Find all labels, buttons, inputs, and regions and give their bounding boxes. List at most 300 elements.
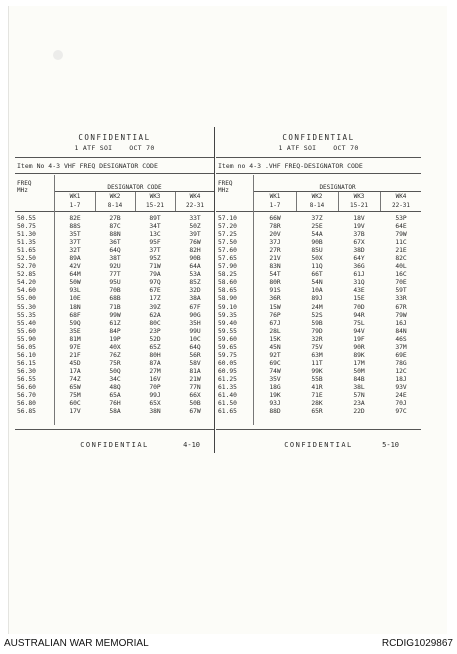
frequency-cell: 54.20 [17,279,36,287]
designator-cell: 37T [69,239,81,247]
designator-cell: 43E [353,287,365,295]
table-row [15,408,214,416]
table-row [15,304,214,312]
frequency-cell: 51.35 [17,239,36,247]
table-row [15,312,214,320]
designator-cell: 67E [149,287,161,295]
designator-cell: 65Z [149,343,161,351]
designator-cell: 83N [269,263,281,271]
frequency-cell: 56.80 [17,400,36,408]
designator-cell: 18G [269,383,281,391]
designator-cell: 78R [269,223,281,231]
designator-cell: 67W [189,408,201,416]
designator-cell: 33R [395,295,407,303]
frequency-cell: 56.10 [17,351,36,359]
right-week-header: WK4 [395,193,407,200]
designator-cell: 79W [395,311,407,319]
designator-cell: 15K [269,335,281,343]
designator-cell: 10E [69,295,81,303]
frequency-cell: 52.50 [17,255,36,263]
left-week-header: WK2 [109,193,121,200]
designator-cell: 92T [269,351,281,359]
designator-cell: 17Z [149,295,161,303]
frequency-cell: 55.90 [17,335,36,343]
designator-cell: 19F [353,335,365,343]
designator-cell: 95Z [149,255,161,263]
designator-cell: 13C [149,231,161,239]
designator-cell: 34C [109,375,121,383]
table-row [216,231,421,239]
left-unit-date [15,144,214,152]
table-row [15,384,214,392]
designator-cell: 66W [269,215,281,222]
frequency-cell: 51.65 [17,247,36,255]
designator-cell: 85Z [189,279,201,287]
left-classification: CONFIDENTIAL [78,133,151,142]
designator-cell: 16J [395,319,407,327]
designator-cell: 39T [189,231,201,239]
designator-cell: 89K [353,351,365,359]
table-row [15,320,214,328]
table-row [216,263,421,271]
designator-cell: 45D [69,359,81,367]
frequency-cell: 58.65 [218,287,237,295]
right-column-separator [380,192,381,212]
right-week-header: WK2 [311,193,323,200]
right-classification: CONFIDENTIAL [282,133,355,142]
designator-cell: 77N [189,383,201,391]
table-row [15,239,214,247]
designator-cell: 37B [353,231,365,239]
designator-cell: 65A [109,392,121,400]
table-row [216,215,421,223]
designator-cell: 85U [311,247,323,255]
designator-cell: 40X [109,343,121,351]
designator-cell: 37T [149,247,161,255]
designator-cell: 23P [149,327,161,335]
frequency-cell: 56.05 [17,343,36,351]
designator-cell: 67F [189,303,201,311]
designator-cell: 70P [149,383,161,391]
left-table-body [15,215,214,416]
designator-cell: 18V [353,215,365,222]
frequency-cell: 61.25 [218,375,237,383]
left-column-separator [95,192,96,212]
designator-cell: 37M [395,343,407,351]
designator-cell: 97C [395,408,407,416]
designator-cell: 81M [69,335,81,343]
left-freq-label: FREQ [17,180,32,187]
table-row [216,400,421,408]
designator-cell: 45N [269,343,281,351]
frequency-cell: 60.05 [218,359,237,367]
designator-cell: 58V [189,359,201,367]
designator-cell: 25E [311,223,323,231]
right-table-body [216,215,421,416]
designator-cell: 23A [353,400,365,408]
table-row [15,392,214,400]
designator-cell: 99W [109,311,121,319]
right-day-range: 8-14 [309,202,325,209]
designator-cell: 16C [395,271,407,279]
designator-cell: 66T [311,271,323,279]
designator-cell: 89J [311,295,323,303]
designator-cell: 32R [311,335,323,343]
designator-cell: 54T [269,271,281,279]
designator-cell: 70J [395,400,407,408]
designator-cell: 75L [353,319,365,327]
designator-cell: 38N [149,408,161,416]
left-unit: 1 ATF SOI [74,144,113,152]
right-column-separator [338,192,339,212]
designator-cell: 61Z [109,319,121,327]
table-row [15,215,214,223]
left-rule-top [15,157,214,158]
frequency-cell: 51.30 [17,231,36,239]
designator-cell: 50Z [189,223,201,231]
designator-cell: 21F [69,351,81,359]
designator-cell: 94R [353,311,365,319]
designator-cell: 89T [149,215,161,222]
table-row [15,247,214,255]
right-freq-header [218,180,232,194]
designator-cell: 58A [109,408,121,416]
frequency-cell: 58.90 [218,295,237,303]
table-row [15,360,214,368]
designator-cell: 48Q [109,383,121,391]
left-week-header: WK4 [189,193,201,200]
designator-cell: 38T [109,255,121,263]
designator-cell: 79A [149,271,161,279]
table-row [15,328,214,336]
designator-cell: 19K [269,392,281,400]
designator-cell: 27B [109,215,121,222]
designator-cell: 90B [189,255,201,263]
designator-cell: 62A [149,311,161,319]
table-row [216,295,421,303]
designator-cell: 75M [69,392,81,400]
designator-cell: 34T [149,223,161,231]
table-row [216,239,421,247]
frequency-cell: 56.85 [17,408,36,416]
frequency-cell: 61.40 [218,392,237,400]
designator-cell: 79D [311,327,323,335]
right-rule-bottom [216,429,421,430]
designator-cell: 64Q [189,343,201,351]
designator-cell: 91S [269,287,281,295]
right-rule-cols [216,211,421,212]
designator-cell: 78G [395,359,407,367]
designator-cell: 70B [109,287,121,295]
table-row [15,287,214,295]
table-row [216,384,421,392]
right-freq-unit: MHz [218,187,229,194]
designator-cell: 55B [311,375,323,383]
left-designator-label: DESIGNATOR CODE [107,184,162,191]
designator-cell: 27M [149,367,161,375]
designator-cell: 70E [395,279,407,287]
left-rule-cols [15,211,214,212]
designator-cell: 75R [109,359,121,367]
designator-cell: 36T [109,239,121,247]
designator-cell: 90B [311,239,323,247]
table-row [15,352,214,360]
designator-cell: 19P [109,335,121,343]
designator-cell: 92U [109,263,121,271]
left-week-header: WK3 [149,193,161,200]
designator-cell: 40L [395,263,407,271]
frequency-cell: 59.10 [218,303,237,311]
designator-cell: 70D [353,303,365,311]
designator-cell: 57N [353,392,365,400]
table-row [15,223,214,231]
right-designator-label: DESIGNATOR [319,184,356,191]
designator-cell: 76W [189,239,201,247]
table-row [216,304,421,312]
designator-cell: 82E [69,215,81,222]
table-row [216,336,421,344]
designator-cell: 65W [69,383,81,391]
punch-hole [53,50,63,60]
designator-cell: 46S [395,335,407,343]
designator-cell: 76H [109,400,121,408]
designator-cell: 71B [109,303,121,311]
frequency-cell: 50.55 [17,215,36,222]
designator-cell: 54A [311,231,323,239]
left-freq-header [17,180,31,194]
designator-cell: 95F [149,239,161,247]
designator-cell: 17V [69,408,81,416]
right-day-range: 1-7 [269,202,281,209]
designator-cell: 77T [109,271,121,279]
designator-cell: 56R [189,351,201,359]
designator-cell: 33T [189,215,201,222]
table-row [216,312,421,320]
table-row [15,336,214,344]
frequency-cell: 52.70 [17,263,36,271]
designator-cell: 76P [269,311,281,319]
designator-cell: 67X [353,239,365,247]
designator-cell: 79W [395,231,407,239]
designator-cell: 82C [395,255,407,263]
designator-cell: 35T [69,231,81,239]
table-row [216,287,421,295]
right-week-header: WK3 [353,193,365,200]
designator-cell: 11T [311,359,323,367]
designator-cell: 68B [109,295,121,303]
table-row [216,328,421,336]
frequency-cell: 59.65 [218,343,237,351]
designator-cell: 35E [69,327,81,335]
designator-cell: 50Q [109,367,121,375]
designator-cell: 53P [395,215,407,222]
designator-cell: 75V [311,343,323,351]
table-row [216,392,421,400]
designator-cell: 69E [395,351,407,359]
designator-cell: 52S [311,311,323,319]
designator-cell: 82H [189,247,201,255]
designator-cell: 80C [149,319,161,327]
frequency-cell: 58.60 [218,279,237,287]
archive-name: AUSTRALIAN WAR MEMORIAL [4,638,149,649]
designator-cell: 90G [189,311,201,319]
left-item-title: Item No 4-3 VHF FREQ DESIGNATOR CODE [17,162,158,170]
designator-cell: 64Q [109,247,121,255]
designator-cell: 74W [269,367,281,375]
designator-cell: 88D [269,408,281,416]
designator-cell: 50M [353,367,365,375]
designator-cell: 67J [269,319,281,327]
left-freq-unit: MHz [17,187,28,194]
frequency-card [15,127,421,453]
designator-cell: 64A [189,263,201,271]
right-unit-date [216,144,421,152]
designator-cell: 32D [189,287,201,295]
designator-cell: 10C [189,335,201,343]
designator-cell: 37J [269,239,281,247]
designator-cell: 53A [189,271,201,279]
table-row [15,271,214,279]
left-page [15,127,214,453]
designator-cell: 50X [311,255,323,263]
designator-cell: 89A [69,255,81,263]
designator-cell: 84N [395,327,407,335]
left-rule-item [15,173,214,174]
left-footer-classification: CONFIDENTIAL [80,441,149,449]
designator-cell: 42V [69,263,81,271]
designator-cell: 59Q [69,319,81,327]
frequency-cell: 55.00 [17,295,36,303]
designator-cell: 65X [149,400,161,408]
left-page-number: 4-10 [183,441,200,449]
designator-cell: 64E [395,223,407,231]
frequency-cell: 54.60 [17,287,36,295]
right-page [216,127,421,453]
designator-cell: 61J [353,271,365,279]
frequency-cell: 61.35 [218,383,237,391]
table-row [216,247,421,255]
designator-cell: 87A [149,359,161,367]
designator-cell: 15W [269,303,281,311]
designator-cell: 28K [311,400,323,408]
designator-cell: 27R [269,247,281,255]
right-freq-label: FREQ [218,180,233,187]
designator-cell: 31Q [353,279,365,287]
designator-cell: 88S [69,223,81,231]
left-day-range: 22-31 [185,202,205,209]
frequency-cell: 61.65 [218,408,237,416]
frequency-cell: 55.60 [17,327,36,335]
frequency-cell: 56.30 [17,367,36,375]
page-divider [214,127,215,453]
designator-cell: 99J [149,392,161,400]
designator-cell: 24M [311,303,323,311]
designator-cell: 50W [69,279,81,287]
left-day-range: 8-14 [107,202,123,209]
designator-cell: 93J [269,400,281,408]
frequency-cell: 58.25 [218,271,237,279]
designator-cell: 21E [395,247,407,255]
frequency-cell: 59.35 [218,311,237,319]
designator-cell: 84B [353,375,365,383]
right-item-title: Item no 4-3 .VHF FREQ-DESIGNATOR CODE [218,162,363,170]
designator-cell: 95U [109,279,121,287]
designator-cell: 41R [311,383,323,391]
frequency-cell: 61.50 [218,400,237,408]
table-row [15,279,214,287]
designator-cell: 10A [311,287,323,295]
left-rule-bottom [15,429,214,430]
table-row [216,271,421,279]
designator-cell: 76Z [109,351,121,359]
right-date: OCT 70 [333,144,359,152]
designator-cell: 71W [149,263,161,271]
designator-cell: 90R [353,343,365,351]
table-row [15,400,214,408]
designator-cell: 66X [189,392,201,400]
designator-cell: 19V [353,223,365,231]
designator-cell: 17M [353,359,365,367]
frequency-cell: 59.55 [218,327,237,335]
frequency-cell: 56.60 [17,383,36,391]
designator-cell: 71E [311,392,323,400]
designator-cell: 32T [69,247,81,255]
left-day-range: 15-21 [145,202,165,209]
designator-cell: 50B [189,400,201,408]
frequency-cell: 55.35 [17,311,36,319]
table-row [216,408,421,416]
designator-cell: 97Q [149,279,161,287]
right-column-separator [296,192,297,212]
designator-cell: 97E [69,343,81,351]
designator-cell: 65R [311,408,323,416]
left-column-separator [135,192,136,212]
table-row [15,231,214,239]
table-row [216,320,421,328]
frequency-cell: 56.15 [17,359,36,367]
frequency-cell: 52.85 [17,271,36,279]
table-row [15,255,214,263]
left-column-separator [175,192,176,212]
table-row [216,279,421,287]
frequency-cell: 57.20 [218,223,237,231]
designator-cell: 36G [353,263,365,271]
table-row [15,376,214,384]
frequency-cell: 56.55 [17,375,36,383]
frequency-cell: 57.90 [218,263,237,271]
designator-cell: 35V [269,375,281,383]
designator-cell: 67R [395,303,407,311]
designator-cell: 74Z [69,375,81,383]
designator-cell: 64Y [353,255,365,263]
designator-cell: 80H [149,351,161,359]
designator-cell: 21W [189,375,201,383]
designator-cell: 11Q [311,263,323,271]
frequency-cell: 57.10 [218,215,237,222]
designator-cell: 52D [149,335,161,343]
table-row [216,255,421,263]
designator-cell: 68F [69,311,81,319]
designator-cell: 39Z [149,303,161,311]
designator-cell: 64M [69,271,81,279]
designator-cell: 60C [69,400,81,408]
frequency-cell: 57.65 [218,255,237,263]
frequency-cell: 57.25 [218,231,237,239]
table-row [15,295,214,303]
designator-cell: 38D [353,247,365,255]
designator-cell: 84P [109,327,121,335]
designator-cell: 17A [69,367,81,375]
